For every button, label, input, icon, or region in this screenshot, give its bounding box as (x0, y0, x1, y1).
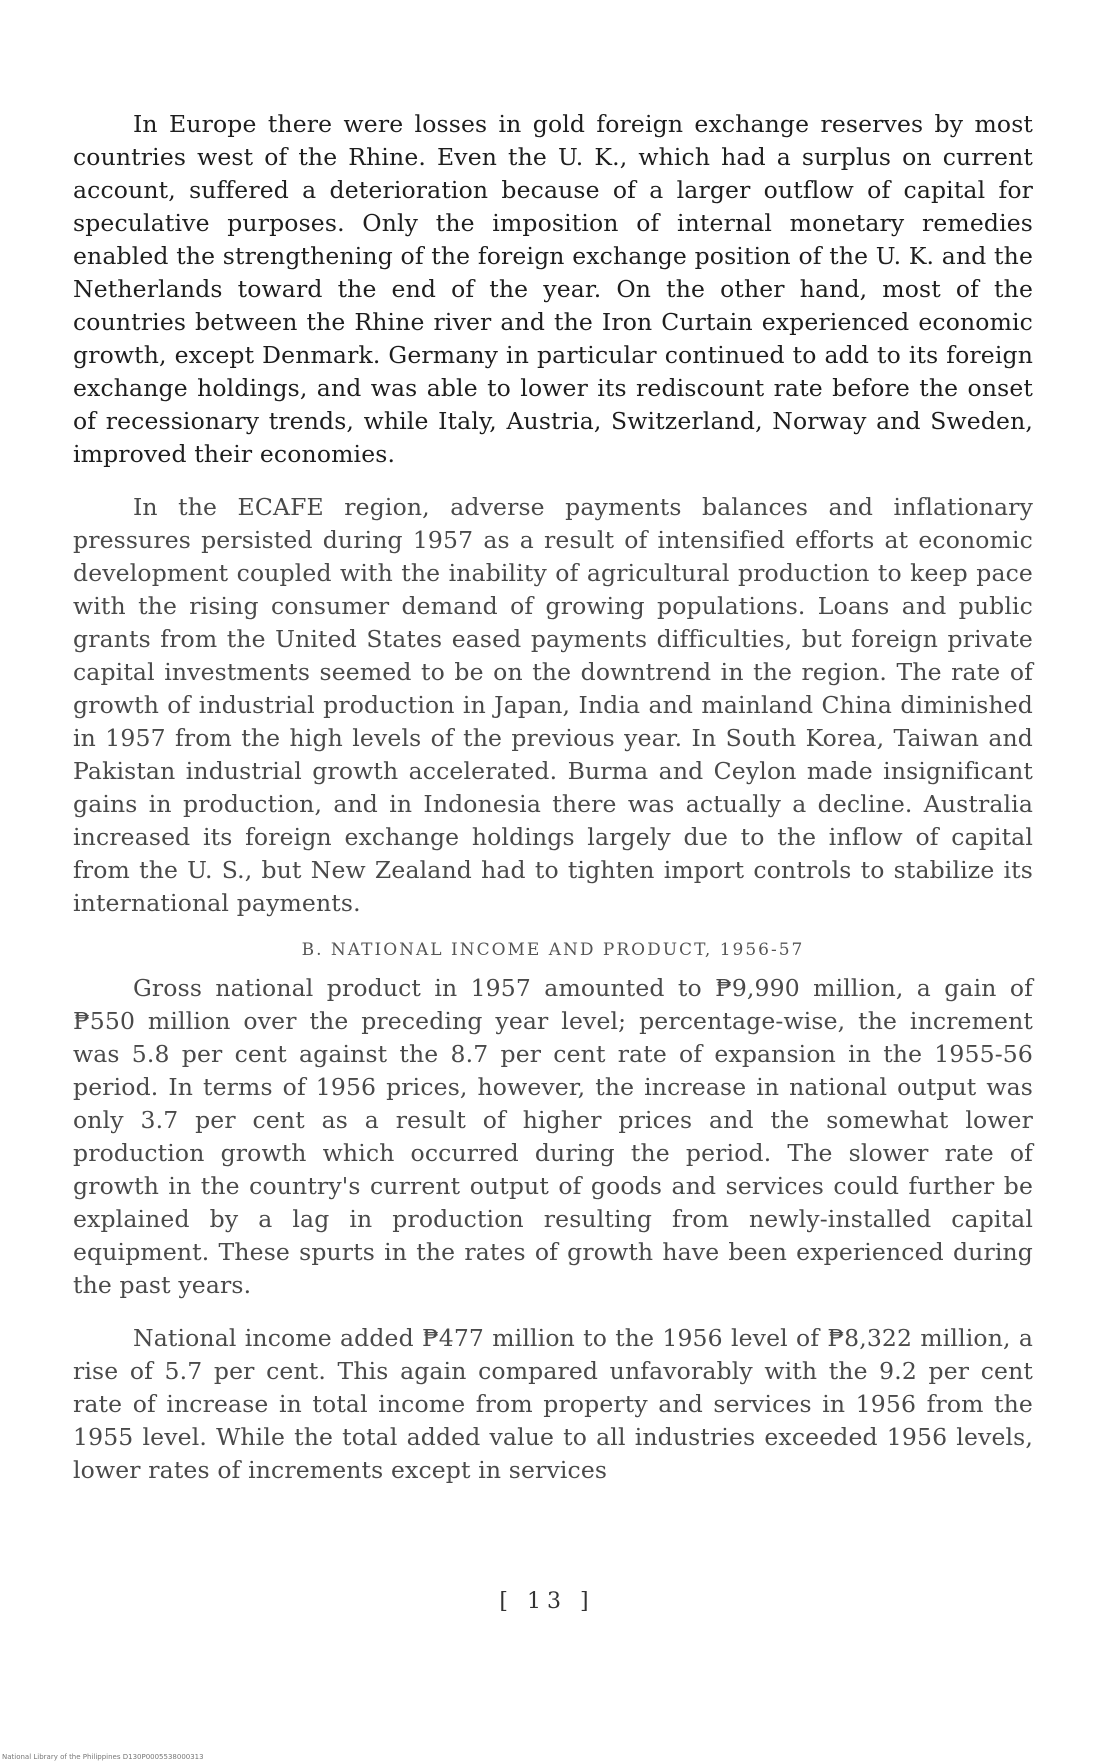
section-heading: B. NATIONAL INCOME AND PRODUCT, 1956-57 (301, 940, 805, 960)
footer-note: National Library of the Philippines D130P0005538000313 (2, 1753, 204, 1761)
document-page (73, 108, 1033, 1487)
paragraph-ecafe: In the ECAFE region, adverse payments balances and inflationary pressures persisted during 1957 as a result of intensified efforts at economic development coupled with the inability of agricultural production to keep pace with the rising consumer demand of growing populations. Loans and public grants from the United States eased payments difficulties, but foreign private capital investments seemed to be on the downtrend in the region. The rate of growth of industrial production in Japan, India and mainland China diminished in 1957 from the high levels of the previous year. In South Korea, Taiwan and Pakistan industrial growth accelerated. Burma and Ceylon made insignificant gains in production, and in Indonesia there was actually a decline. Australia increased its foreign exchange holdings largely due to the inflow of capital from the U. S., but New Zealand had to tighten import controls to stabilize its international payments. (73, 493, 1033, 917)
paragraph-europe: In Europe there were losses in gold foreign exchange reserves by most countries west of the Rhine. Even the U. K., which had a surplus on current account, suffered a deterioration because of a larger outflow of capital for speculative purposes. Only the imposition of internal monetary remedies enabled the strengthening of the foreign exchange position of the U. K. and the Netherlands toward the end of the year. On the other hand, most of the countries between the Rhine river and the Iron Curtain experienced economic growth, except Denmark. Germany in particular continued to add to its foreign exchange holdings, and was able to lower its rediscount rate before the onset of recessionary trends, while Italy, Austria, Switzerland, Norway and Sweden, improved their economies. (73, 110, 1033, 468)
paragraph-national-income: National income added ₱477 million to the 1956 level of ₱8,322 million, a rise of 5.7 per cent. This again compared unfavorably with the 9.2 per cent rate of increase in total income from property and services in 1956 from the 1955 level. While the total added value to all industries exceeded 1956 levels, lower rates of increments except in services (73, 1324, 1033, 1484)
page-number: [ 13 ] (499, 1589, 595, 1614)
paragraph-gross-national-product: Gross national product in 1957 amounted to ₱9,990 million, a gain of ₱550 million over the preceding year level; percentage-wise, the increment was 5.8 per cent against the 8.7 per cent rate of expansion in the 1955-56 period. In terms of 1956 prices, however, the increase in national output was only 3.7 per cent as a result of higher prices and the somewhat lower production growth which occurred during the period. The slower rate of growth in the country's current output of goods and services could further be explained by a lag in production resulting from newly-installed capital equipment. These spurts in the rates of growth have been experienced during the past years. (73, 974, 1033, 1299)
